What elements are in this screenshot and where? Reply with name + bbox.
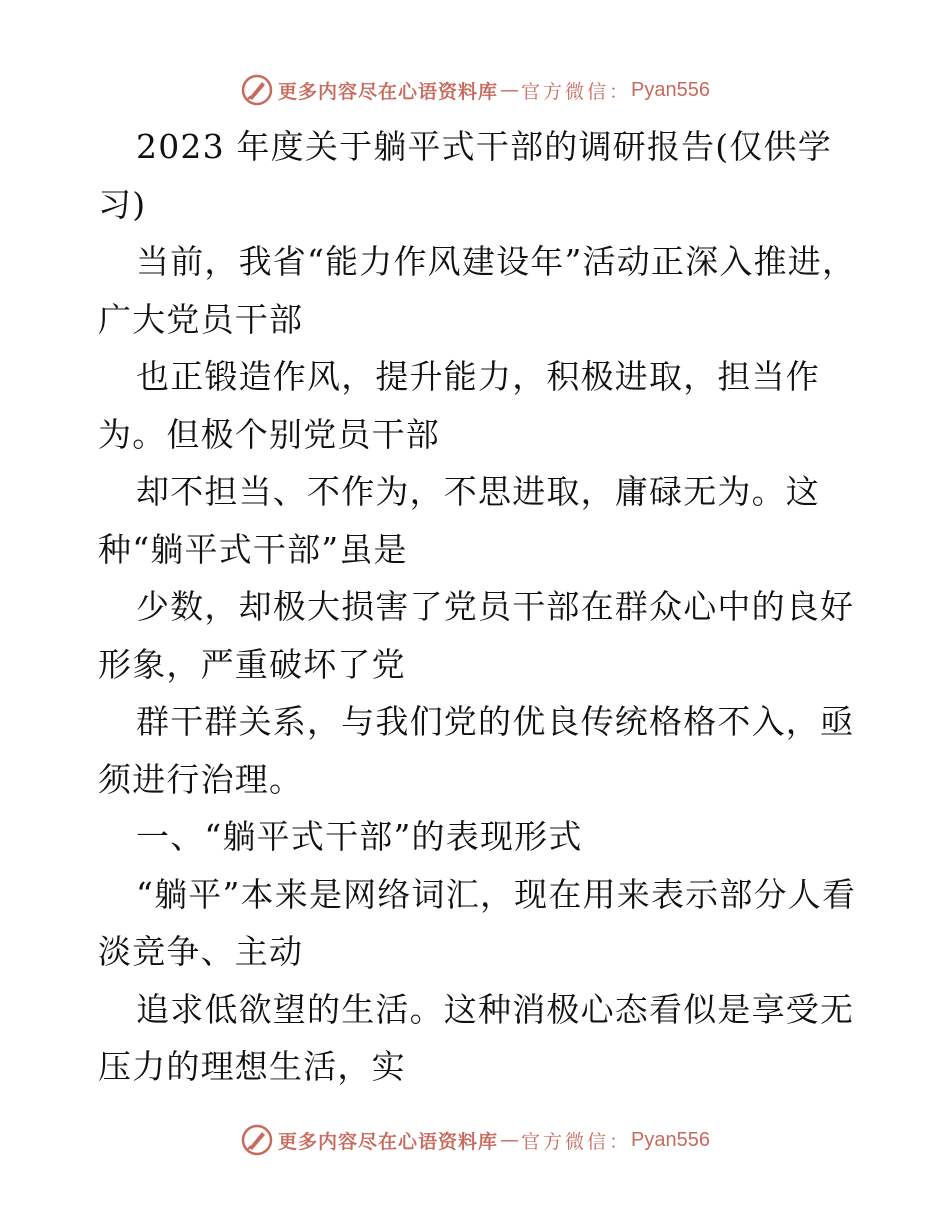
watermark-separator: — — [500, 79, 520, 101]
watermark-label: 官方微信： — [521, 80, 632, 103]
quill-logo-icon — [240, 73, 274, 107]
document-body — [98, 118, 858, 1096]
paragraph: 也正锻造作风，提升能力，积极进取，担当作为。但极个别党员干部 — [98, 357, 820, 454]
watermark-wechat-id: Pyan556 — [631, 1128, 710, 1151]
section-heading: 一、“躺平式干部”的表现形式 — [136, 817, 583, 856]
watermark-slogan: 更多内容尽在心语资料库 — [278, 1130, 499, 1153]
paragraph: “躺平”本来是网络词汇，现在用来表示部分人看淡竞争、主动 — [98, 874, 857, 971]
watermark-label: 官方微信： — [521, 1130, 632, 1153]
document-title: 2023 年度关于躺平式干部的调研报告(仅供学习) — [98, 127, 832, 224]
watermark-separator: — — [500, 1129, 520, 1151]
footer-watermark — [0, 1120, 950, 1160]
watermark-slogan: 更多内容尽在心语资料库 — [278, 80, 499, 103]
paragraph: 却不担当、不作为，不思进取，庸碌无为。这种“躺平式干部”虽是 — [98, 472, 820, 569]
paragraph: 追求低欲望的生活。这种消极心态看似是享受无压力的理想生活，实 — [98, 989, 855, 1086]
paragraph: 群干群关系，与我们党的优良传统格格不入，亟须进行治理。 — [98, 702, 855, 799]
header-watermark — [0, 70, 950, 110]
watermark-wechat-id: Pyan556 — [631, 78, 710, 101]
paragraph: 当前，我省“能力作风建设年”活动正深入推进，广大党员干部 — [98, 242, 857, 339]
paragraph: 少数，却极大损害了党员干部在群众心中的良好形象，严重破坏了党 — [98, 587, 855, 684]
quill-logo-icon — [240, 1123, 274, 1157]
